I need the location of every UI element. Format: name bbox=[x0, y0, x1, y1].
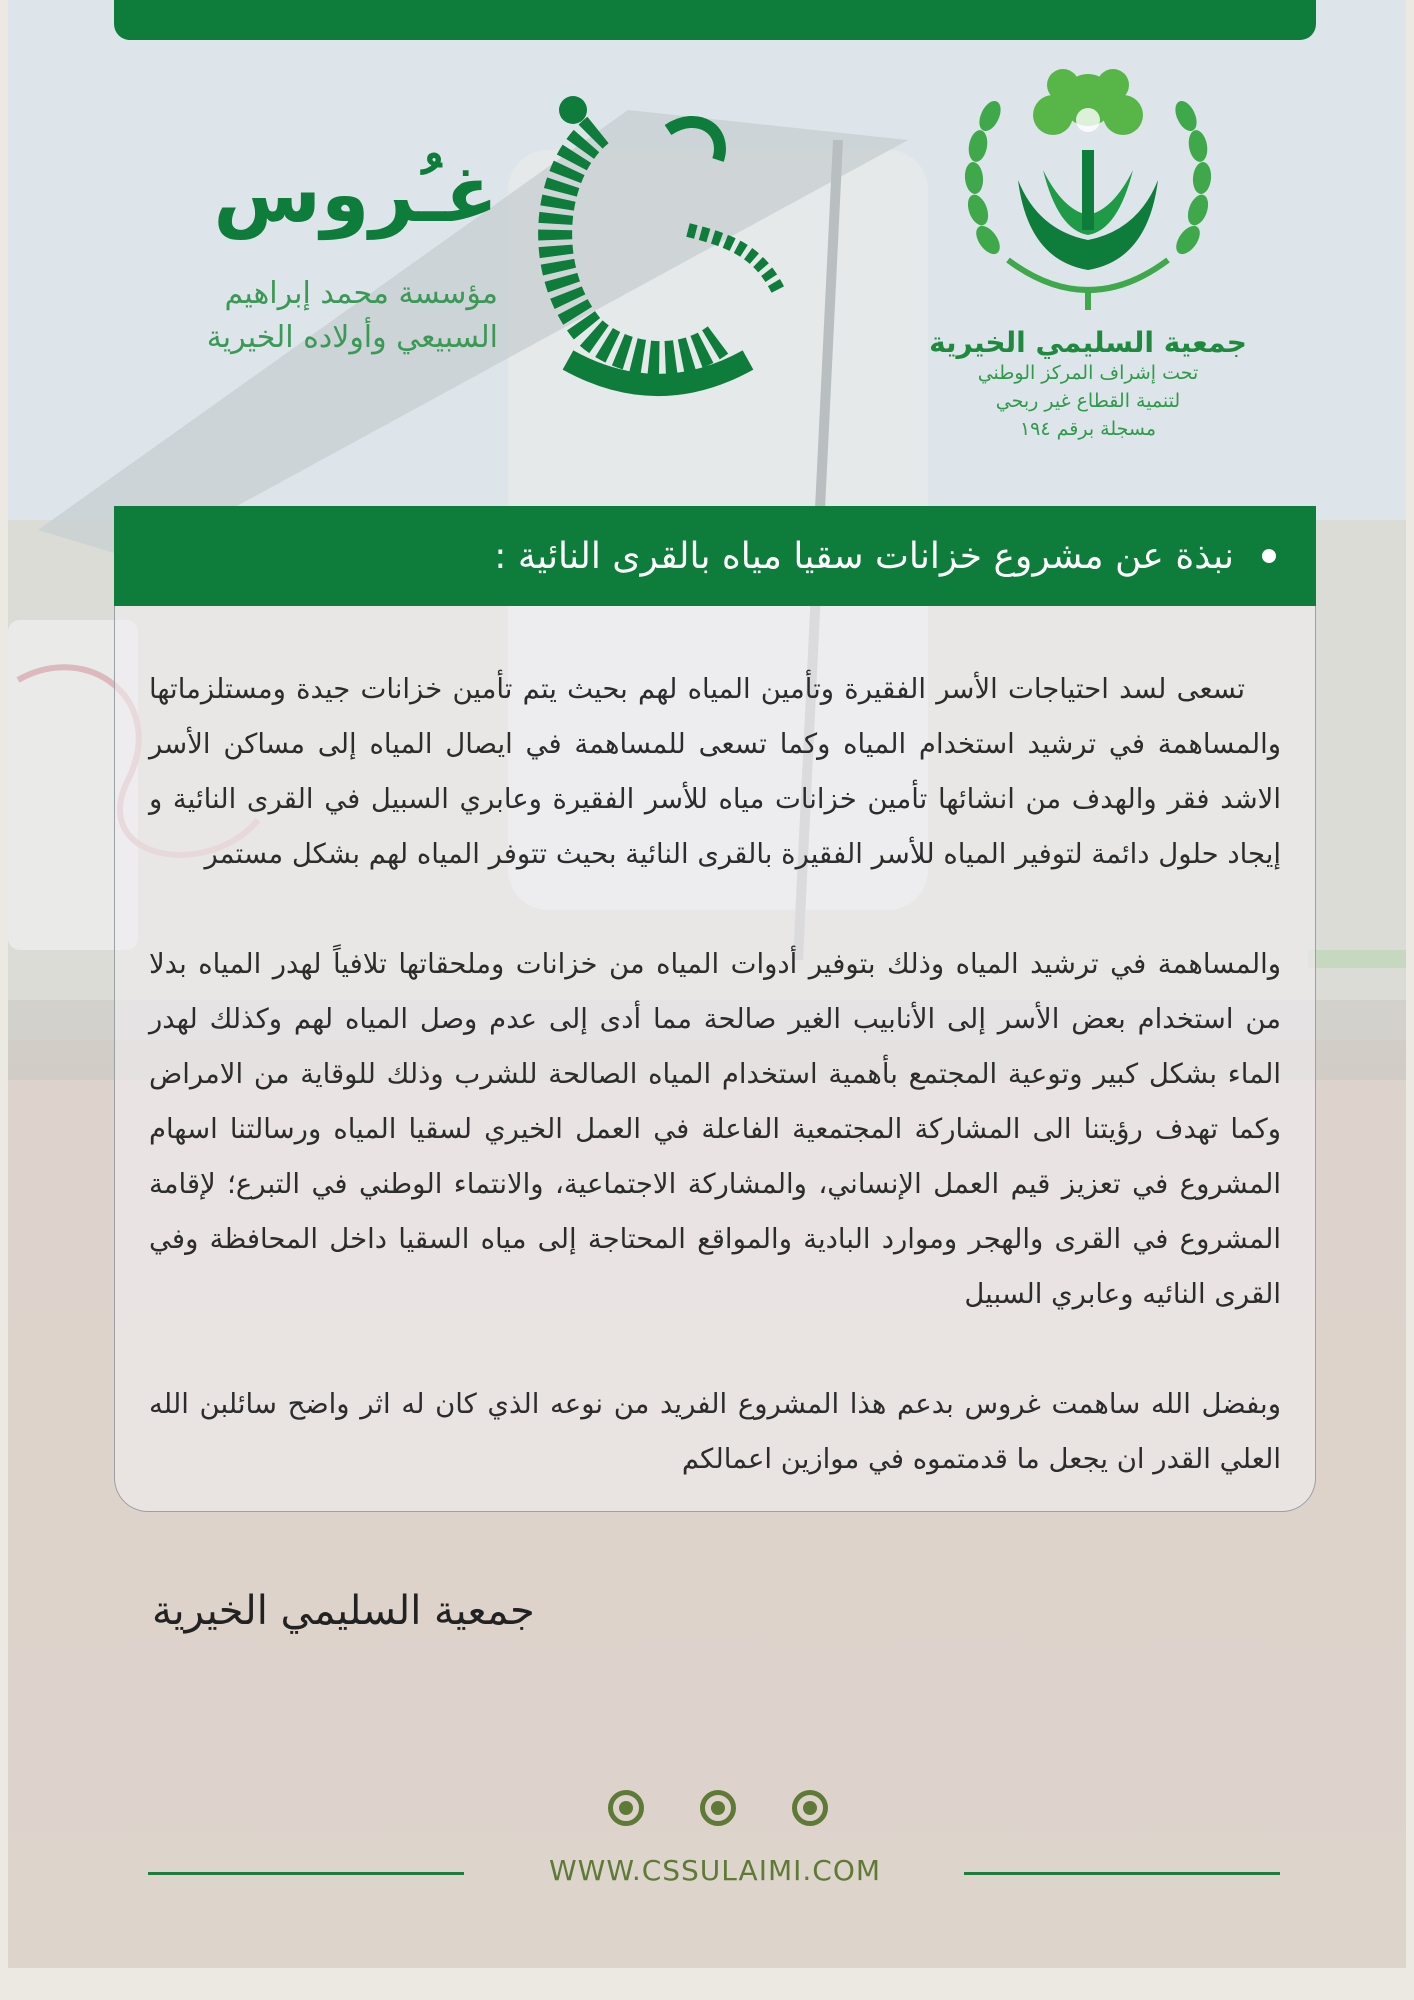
ring-dot-icon bbox=[700, 1790, 736, 1826]
signature: جمعية السليمي الخيرية bbox=[152, 1588, 535, 1634]
org-sub-line: تحت إشراف المركز الوطني bbox=[977, 362, 1199, 384]
org-name: جمعية السليمي الخيرية bbox=[929, 326, 1247, 359]
top-bar bbox=[114, 0, 1316, 40]
paragraph: وبفضل الله ساهمت غروس بدعم هذا المشروع الفريد من نوعه الذي كان له اثر واضح سائلبن الله العلي القدر ان يجعل ما قدمتموه في موازين اعمالكم bbox=[149, 1388, 1281, 1475]
org-sub-line: مسجلة برقم ١٩٤ bbox=[1019, 418, 1157, 440]
bullet-icon bbox=[1262, 549, 1276, 563]
ghorus-sub-line: مؤسسة محمد إبراهيم bbox=[224, 276, 498, 311]
page bbox=[8, 0, 1406, 1968]
ring-dot-icon bbox=[608, 1790, 644, 1826]
section-title: نبذة عن مشروع خزانات سقيا مياه بالقرى النائية : bbox=[494, 535, 1234, 577]
ornamental-ring-icon bbox=[528, 90, 788, 430]
content-box bbox=[114, 606, 1316, 1512]
ring-dot-icon bbox=[792, 1790, 828, 1826]
hands-tree-wreath-icon bbox=[948, 60, 1228, 320]
website-url[interactable]: WWW.CSSULAIMI.COM bbox=[548, 1854, 882, 1887]
section-header bbox=[114, 506, 1316, 606]
paragraph: والمساهمة في ترشيد المياه وذلك بتوفير أدوات المياه من خزانات وملحقاتها تلافياً لهدر المياه بدلا من استخدام بعض الأسر إلى الأنابيب الغير صالحة مما أدى إلى عدم وصل المياه لهم وكذلك لهدر الماء بشكل كبير وتوعية المجتمع بأهمية استخدام المياه الصالحة للشرب وذلك للوقاية من الامراض وكما تهدف رؤيتنا الى المشاركة المجتمعية الفاعلة في العمل الخيري لسقيا المياه ورسالتنا اسهام المشروع في تعزيز قيم العمل الإنساني، والمشاركة الاجتماعية، والانتماء الوطني في التبرع؛ لإقامة المشروع في القرى والهجر وموارد البادية والمواقع المحتاجة إلى مياه السقيا داخل المحافظة وفي القرى النائيه وعابري السبيل bbox=[149, 948, 1281, 1310]
ghorus-sub-line: السبيعي وأولاده الخيرية bbox=[206, 320, 498, 355]
org-sub-line: لتنمية القطاع غير ربحي bbox=[995, 390, 1181, 412]
ghorus-logo-text: غـُروس bbox=[213, 150, 498, 240]
footer-rule-right bbox=[964, 1872, 1280, 1875]
sulaimi-logo bbox=[908, 60, 1268, 460]
decorative-dots bbox=[608, 1790, 828, 1826]
paragraph: تسعى لسد احتياجات الأسر الفقيرة وتأمين المياه لهم بحيث يتم تأمين خزانات جيدة ومستلزماتها والمساهمة في ترشيد استخدام المياه وكما تسعى للمساهمة في ايصال المياه إلى مساكن الأسر الاشد فقر والهدف من انشائها تأمين خزانات مياه للأسر الفقيرة وعابري السبيل في القرى النائية و إيجاد حلول دائمة لتوفير المياه للأسر الفقيرة بالقرى النائية بحيث تتوفر المياه لهم بشكل مستمر bbox=[149, 673, 1281, 870]
footer-rule-left bbox=[148, 1872, 464, 1875]
